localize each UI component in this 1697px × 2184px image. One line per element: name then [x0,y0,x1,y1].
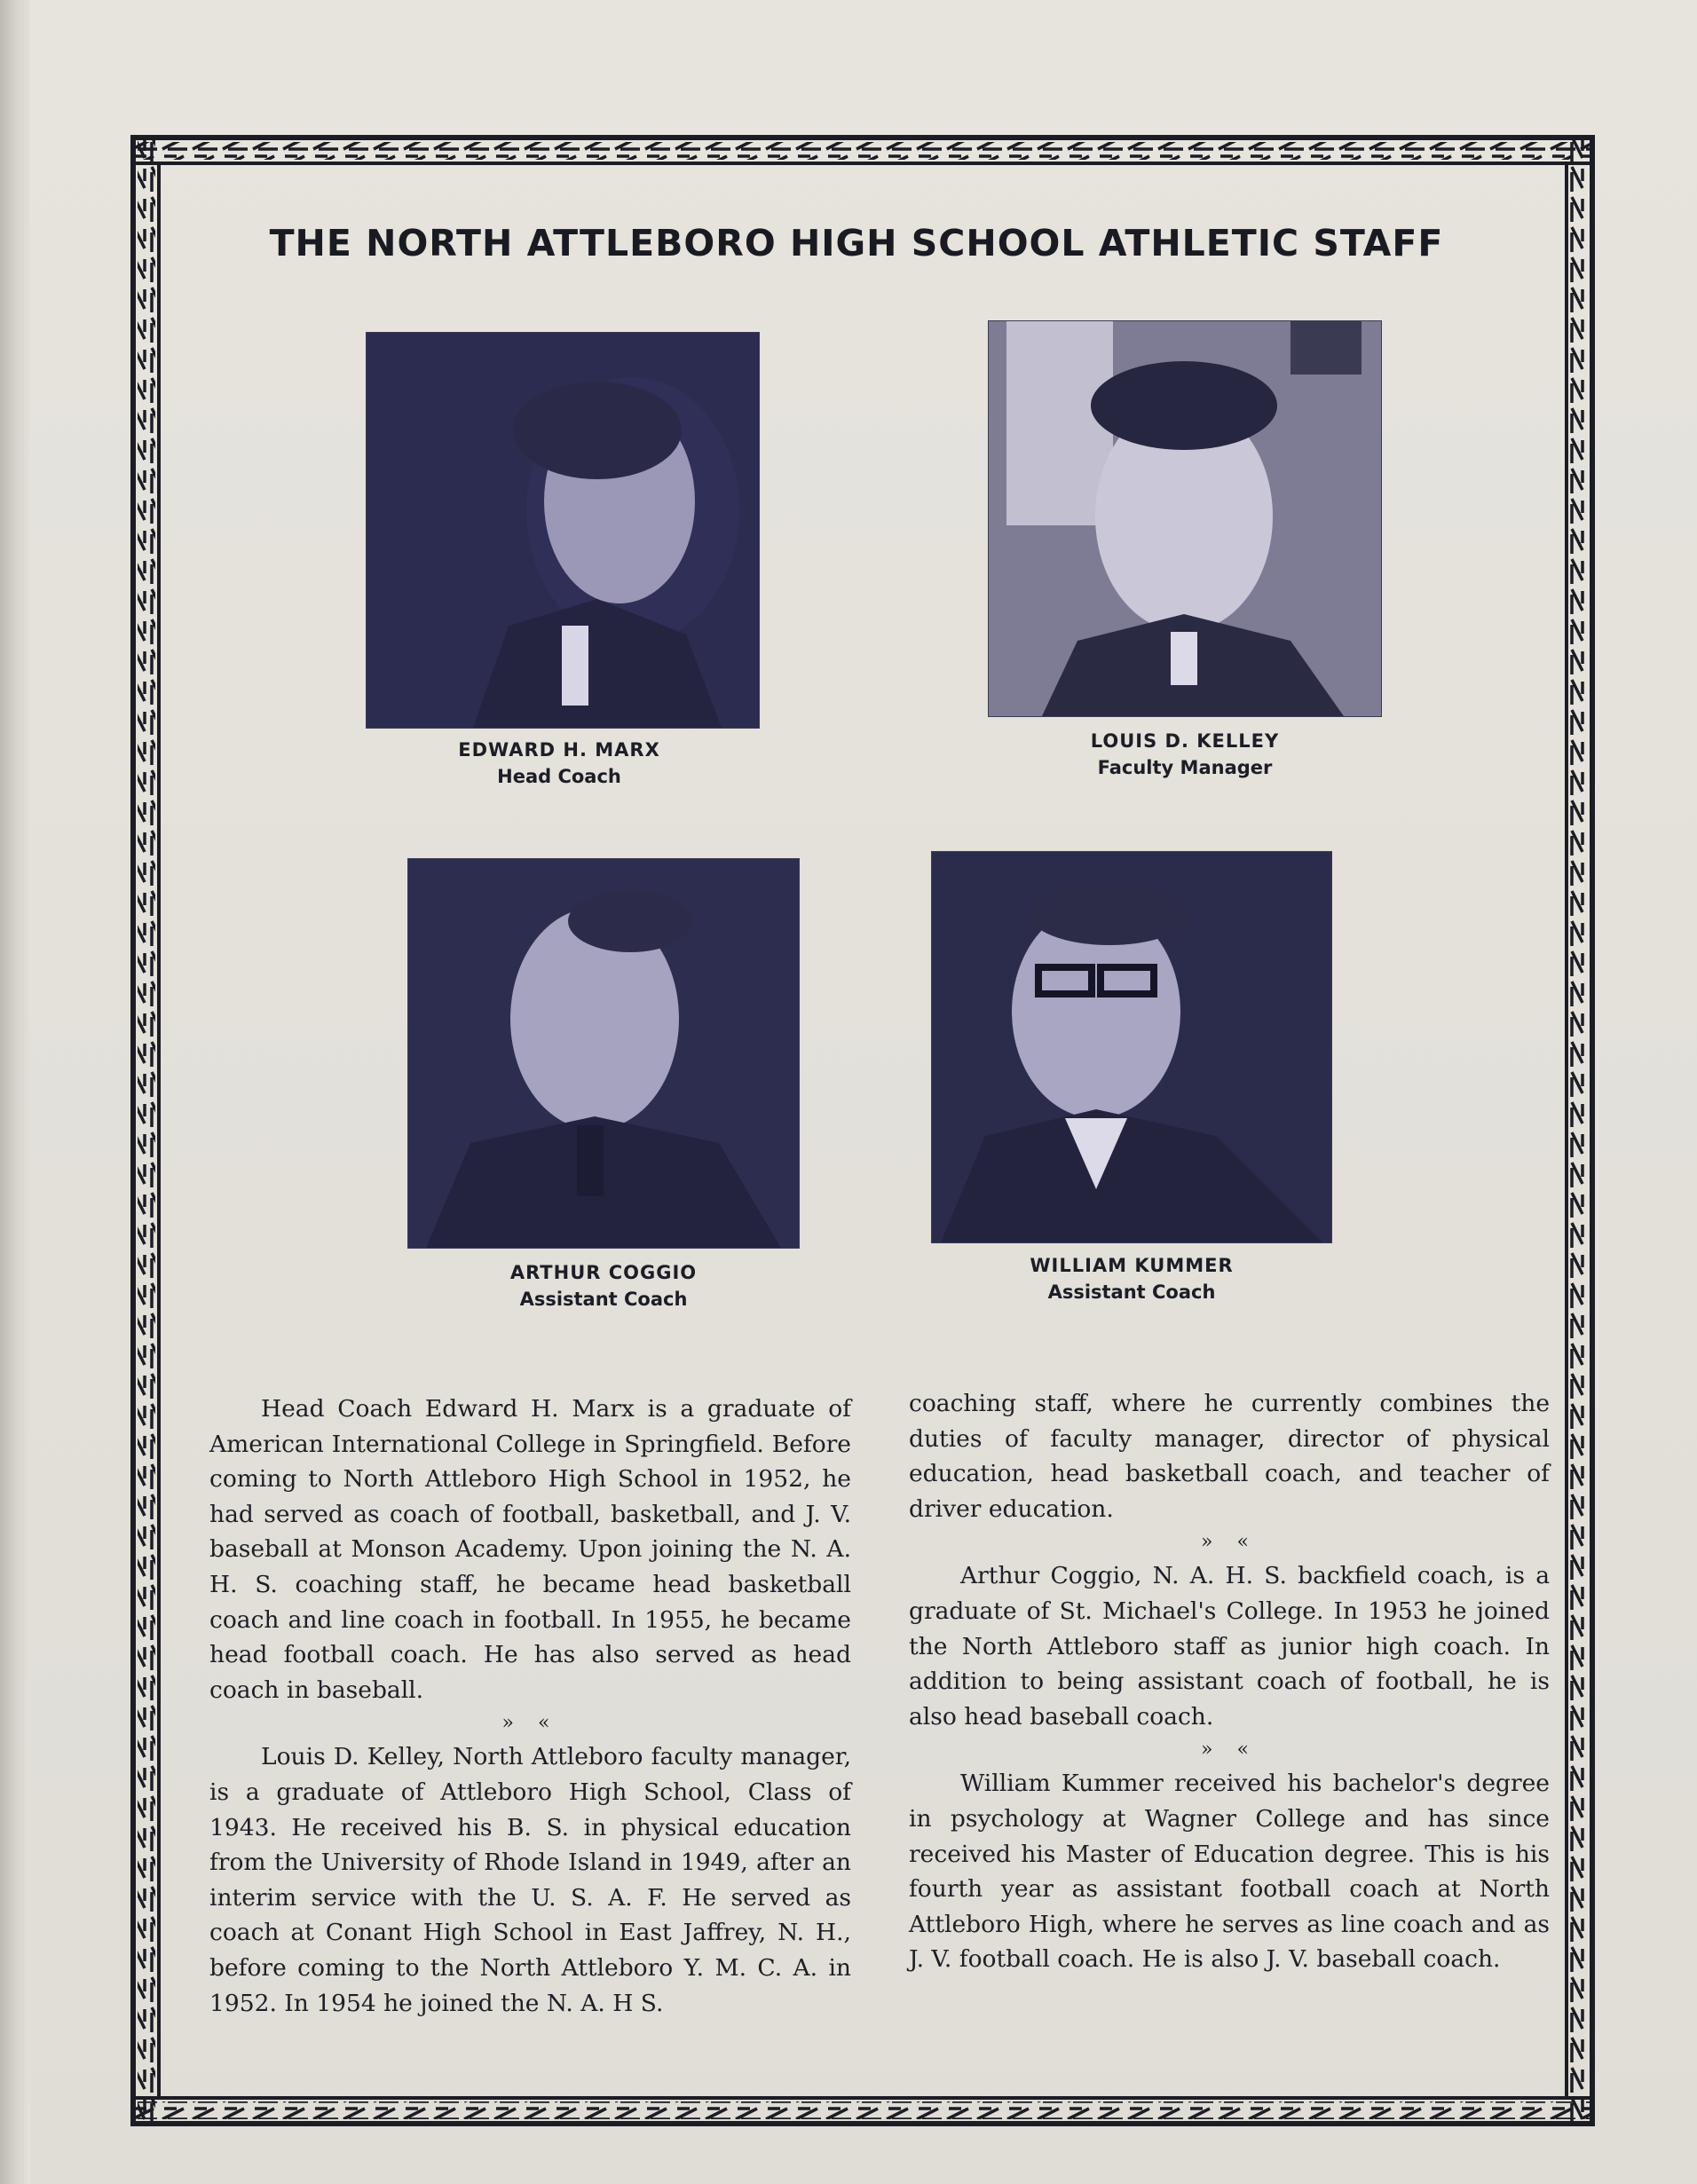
caption-coggio [426,1262,781,1310]
caption-marx [382,739,737,787]
staff-name: EDWARD H. MARX [458,739,660,761]
text-column-left [209,1392,851,2021]
staff-name: WILLIAM KUMMER [1030,1255,1234,1276]
portrait-photo-marx [367,333,759,728]
paragraph-kelley-continued: coaching staff, where he currently combines the duties of faculty manager, director of physical education, head basketball coach, and teacher of driver education. [909,1390,1550,1523]
section-separator: » « [1201,1739,1258,1762]
portrait-photo-coggio [408,859,799,1248]
portrait-image [932,852,1331,1242]
portrait-image [408,859,799,1248]
staff-name: LOUIS D. KELLEY [1090,730,1280,752]
staff-name: ARTHUR COGGIO [509,1262,698,1283]
paragraph-marx: Head Coach Edward H. Marx is a graduate of American International College in Springfield. Before coming to North Attleboro High School in 1952, he had served as coach of football, basketball, and J. V. baseball at Monson Academy. Upon joining the N. A. H. S. coaching staff, he became head basketball coach and line coach in football. In 1955, he became head football coach. He has also served as head coach in baseball. [209,1395,851,1704]
staff-role: Assistant Coach [519,1289,688,1310]
staff-role: Assistant Coach [1047,1281,1216,1303]
portrait-image [367,333,759,728]
paragraph-kelley: Louis D. Kelley, North Attleboro faculty manager, is a graduate of Attleboro High School, Class of 1943. He received his B. S. in physical education from the University of Rhode Island in 1949, after an interim service with the U. S. A. F. He served as coach at Conant High School in East Jaffrey, N. H., before coming to the North Attleboro Y. M. C. A. in 1952. In 1954 he joined the N. A. H S. [209,1743,851,2017]
staff-role: Head Coach [497,766,621,787]
section-separator: » « [1201,1531,1258,1554]
staff-role: Faculty Manager [1097,757,1273,778]
page-title: THE NORTH ATTLEBORO HIGH SCHOOL ATHLETIC STAFF [269,222,1444,264]
paragraph-coggio: Arthur Coggio, N. A. H. S. backfield coach, is a graduate of St. Michael's College. In 1953 he joined the North Attleboro staff as junior high coach. In addition to being assistant coach of football, he is also head baseball coach. [909,1562,1550,1731]
binding-spine [0,0,30,2184]
text-column-right [909,1386,1550,1977]
portrait-photo-kummer [932,852,1331,1242]
portrait-photo-kelley [989,321,1381,716]
caption-kelley [1007,730,1362,778]
portrait-image [989,321,1381,716]
caption-kummer [954,1255,1309,1303]
paragraph-kummer: William Kummer received his bachelor's degree in psychology at Wagner College and has since received his Master of Education degree. This is his fourth year as assistant football coach at North Attleboro High, where he serves as line coach and as J. V. football coach. He is also J. V. baseball coach. [909,1770,1550,1974]
section-separator: » « [501,1712,559,1735]
